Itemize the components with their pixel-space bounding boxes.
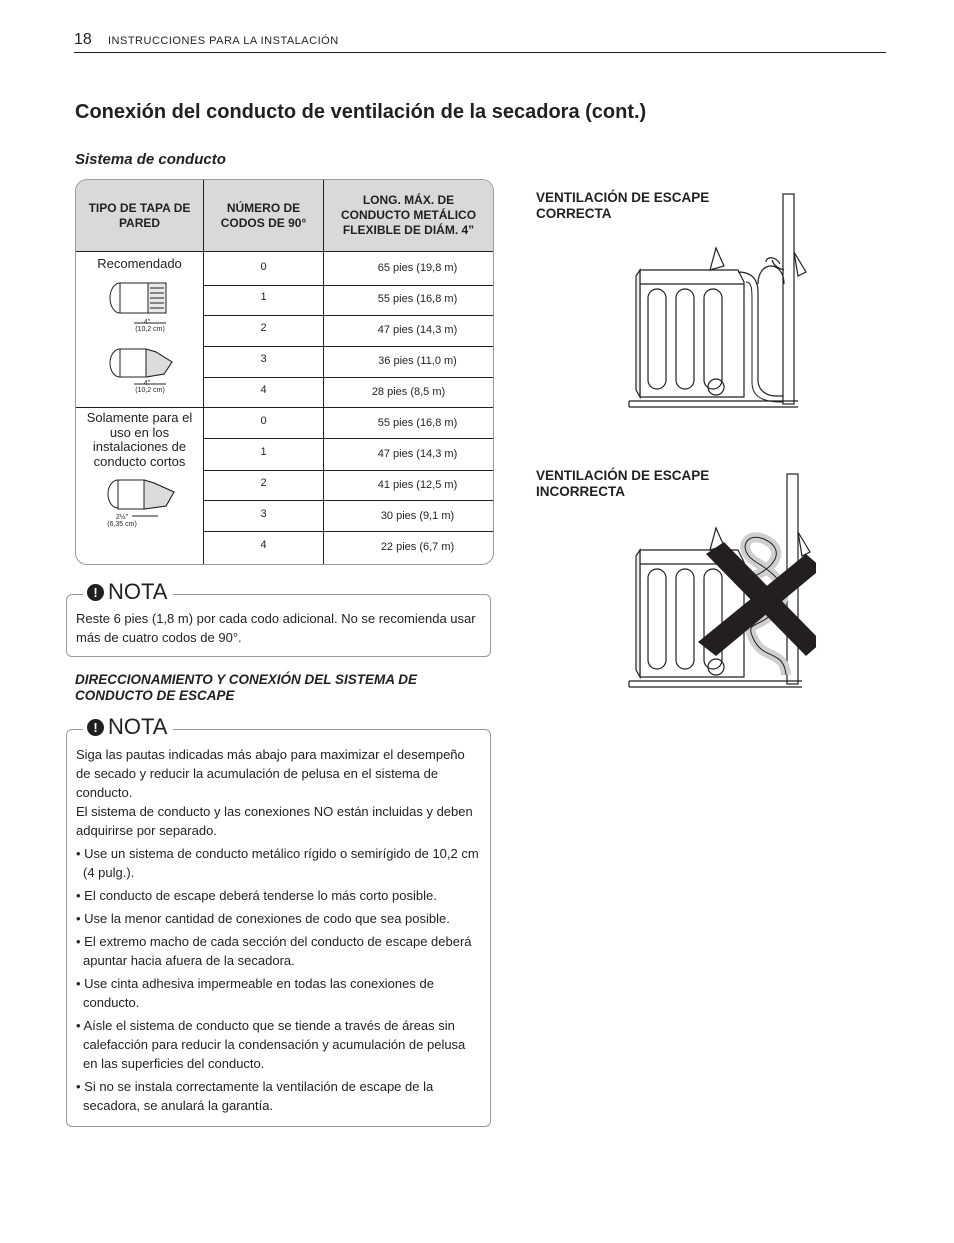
page-header [74, 30, 886, 53]
cap-dim-1-metric: (10,2 cm) [135, 326, 165, 333]
cap-label-short: Solamente para el uso en los instalaciones de conducto cortos [86, 410, 193, 469]
elbows-r3: 2 [260, 322, 267, 334]
nota-text-1: Reste 6 pies (1,8 m) por cada codo adicional. No se recomienda usar más de cuatro codos de 90°. [76, 611, 476, 645]
section-title: INSTRUCCIONES PARA LA INSTALACIÓN [108, 35, 339, 47]
elbows-r10: 4 [260, 539, 267, 551]
elbows-r5: 4 [260, 384, 267, 396]
length-r6: 55 pies (16,8 m) [377, 417, 458, 429]
elbows-r8: 2 [260, 477, 267, 489]
nota2-bullet-7: • Si no se instala correctamente la ventilación de escape de la secadora, se anulará la garantía. [76, 1079, 434, 1113]
elbows-r9: 3 [260, 508, 267, 520]
nota2-bullet-4: • El extremo macho de cada sección del conducto de escape deberá apuntar hacia afuera de la secadora. [76, 934, 472, 968]
warning-icon: ! [87, 719, 104, 736]
elbows-r6: 0 [260, 415, 267, 427]
nota2-bullet-3: • Use la menor cantidad de conexiones de codo que sea posible. [76, 911, 450, 926]
length-r1: 65 pies (19,8 m) [377, 262, 458, 274]
length-r10: 22 pies (6,7 m) [380, 541, 455, 553]
cap-dim-1: 4" [143, 319, 151, 326]
page-number: 18 [74, 31, 92, 48]
nota2-para-1: Siga las pautas indicadas más abajo para maximizar el desempeño de secado y reducir la acumulación de pelusa en el sistema de conducto. [76, 747, 465, 800]
elbows-r7: 1 [260, 446, 267, 458]
nota-box-1 [66, 579, 491, 657]
header-max-length: LONG. MÁX. DE CONDUCTO METÁLICO FLEXIBLE DE DIÁM. 4” [324, 180, 493, 251]
length-r7: 47 pies (14,3 m) [377, 448, 458, 460]
cap-dim-2-metric: (10,2 cm) [135, 387, 165, 394]
nota2-bullet-5: • Use cinta adhesiva impermeable en todas las conexiones de conducto. [76, 976, 434, 1010]
header-cap-type: TIPO DE TAPA DE PARED [76, 180, 203, 251]
nota-title-2: NOTA [108, 714, 168, 739]
section-subtitle: Sistema de conducto [75, 151, 226, 168]
nota2-para-2: El sistema de conducto y las conexiones NO están incluidas y deben adquirirse por separado. [76, 804, 473, 838]
correct-vent-illustration [626, 190, 811, 412]
cap-dim-2: 4" [143, 380, 151, 387]
nota-box-2 [66, 714, 491, 1127]
nota2-bullet-6: • Aísle el sistema de conducto que se tiende a través de áreas sin calefacción para reducir la condensación y acumulación de pelusa en las superficies del conducto. [76, 1018, 466, 1071]
correct-vent-label: VENTILACIÓN DE ESCAPE CORRECTA [536, 190, 710, 221]
warning-icon: ! [87, 584, 104, 601]
cap-dim-3-metric: (6,35 cm) [107, 521, 137, 528]
vent-length-table [75, 179, 494, 565]
length-r4: 36 pies (11,0 m) [378, 355, 457, 367]
length-r8: 41 pies (12,5 m) [377, 479, 458, 491]
incorrect-vent-label: VENTILACIÓN DE ESCAPE INCORRECTA [536, 468, 710, 499]
recommended-cap-illustrations [104, 278, 176, 418]
length-r5: 28 pies (8,5 m) [371, 386, 446, 398]
length-r3: 47 pies (14,3 m) [377, 324, 458, 336]
elbows-r4: 3 [260, 353, 267, 365]
direction-title: DIRECCIONAMIENTO Y CONEXIÓN DEL SISTEMA DE CONDUCTO DE ESCAPE [75, 672, 418, 703]
cap-dim-3: 2½" [115, 514, 129, 521]
length-r2: 55 pies (16,8 m) [377, 293, 458, 305]
nota2-bullet-2: • El conducto de escape deberá tenderse lo más corto posible. [76, 888, 437, 903]
elbows-r2: 1 [260, 291, 267, 303]
header-elbows: NÚMERO DE CODOS DE 90° [204, 180, 323, 251]
cap-label-recommended: Recomendado [97, 256, 182, 271]
elbows-r1: 0 [260, 261, 267, 273]
nota-title-1: NOTA [108, 579, 168, 604]
length-r9: 30 pies (9,1 m) [380, 510, 455, 522]
incorrect-vent-illustration [626, 470, 816, 692]
page-title: Conexión del conducto de ventilación de la secadora (cont.) [75, 101, 647, 123]
nota-heading-2 [83, 714, 173, 740]
nota2-bullet-1: • Use un sistema de conducto metálico rígido o semirígido de 10,2 cm (4 pulg.). [76, 846, 479, 880]
nota-heading-1 [83, 579, 173, 605]
